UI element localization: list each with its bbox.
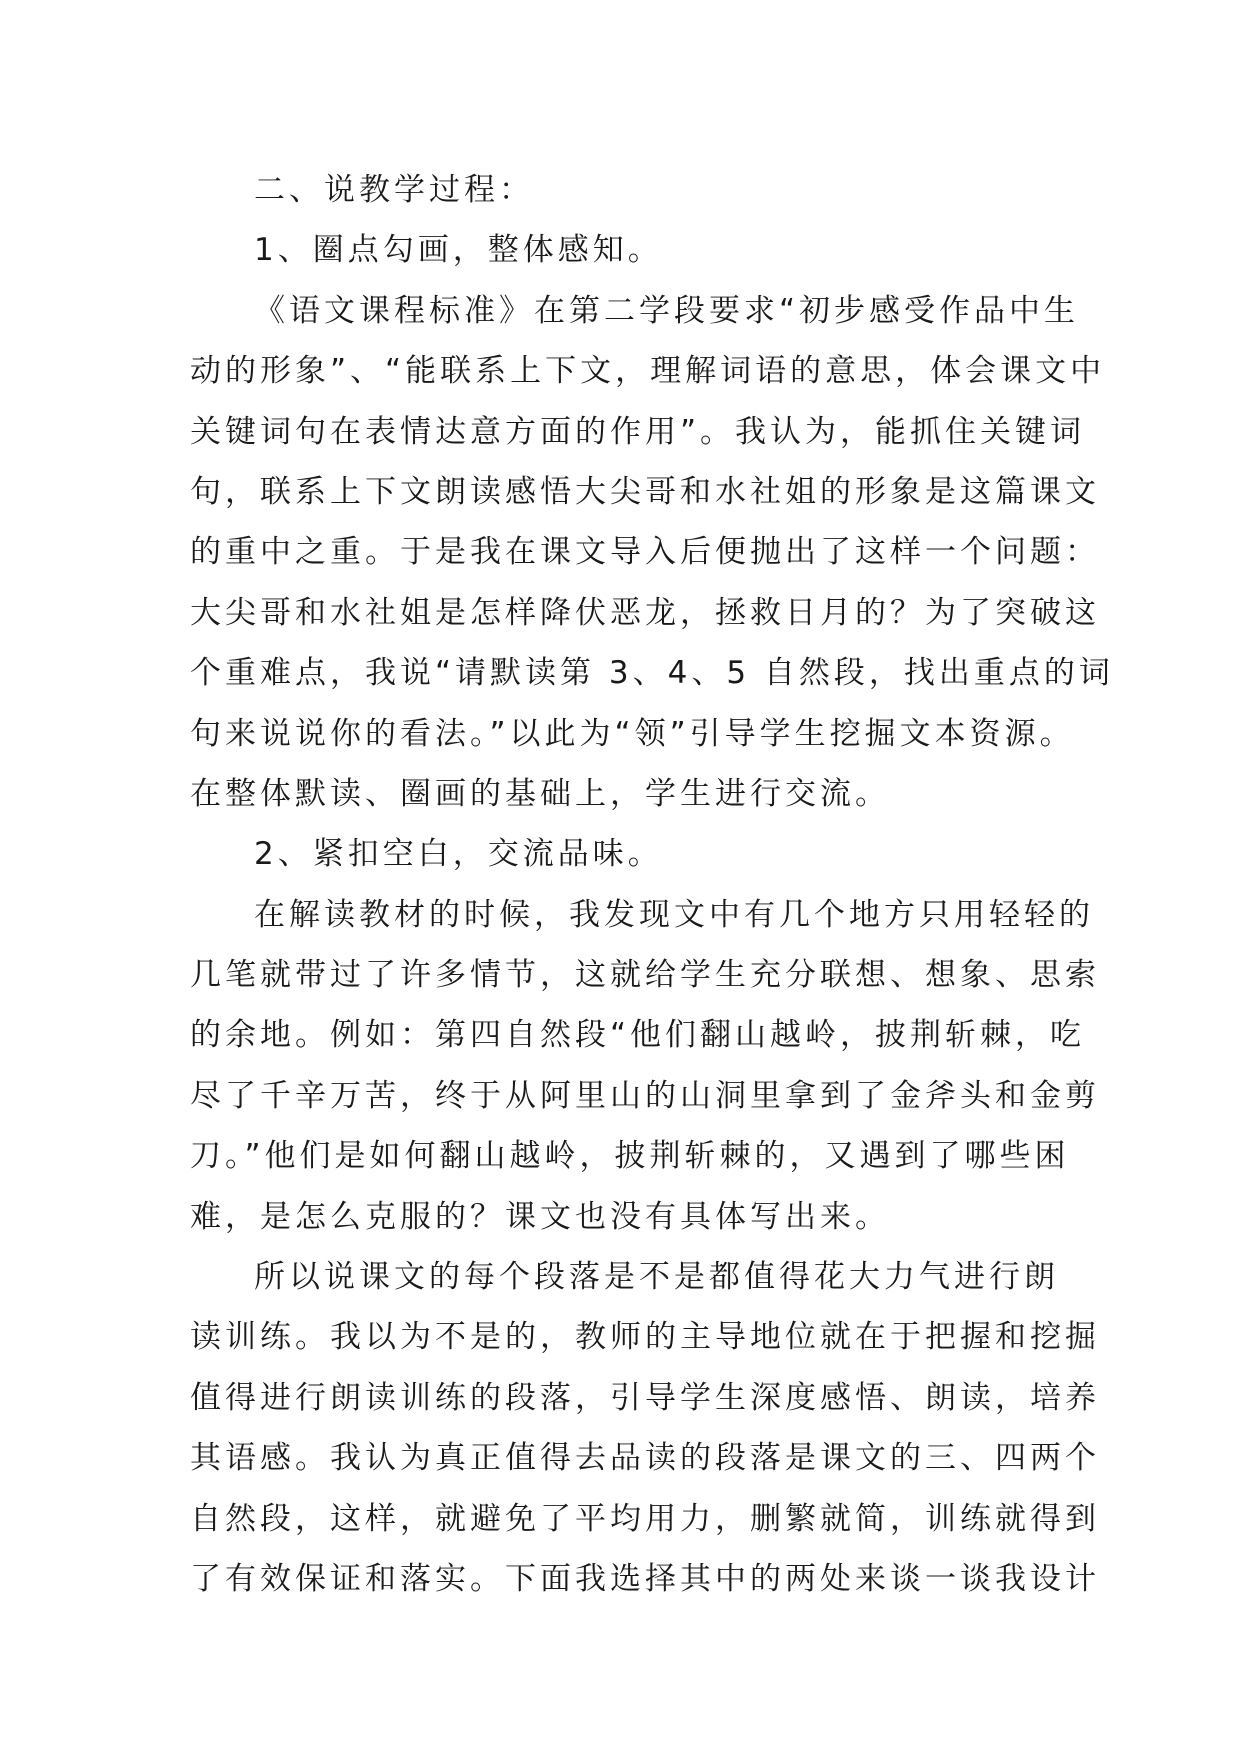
text-line: 个重难点，我说“请默读第 3、4、5 自然段，找出重点的词 <box>190 655 1114 692</box>
text-line: 自然段，这样，就避免了平均用力，删繁就简，训练就得到 <box>190 1500 1100 1537</box>
text-line: 刀。”他们是如何翻山越岭，披荆斩棘的，又遇到了哪些困 <box>190 1138 1070 1175</box>
text-line: 2、紧扣空白，交流品味。 <box>254 836 663 873</box>
text-line: 大尖哥和水社姐是怎样降伏恶龙，拯救日月的？为了突破这 <box>190 594 1100 631</box>
text-line: 了有效保证和落实。下面我选择其中的两处来谈一谈我设计 <box>190 1560 1100 1597</box>
text-line: 其语感。我认为真正值得去品读的段落是课文的三、四两个 <box>190 1440 1100 1477</box>
text-line: 《语文课程标准》在第二学段要求“初步感受作品中生 <box>254 292 1080 329</box>
text-line: 二、说教学过程： <box>254 172 534 208</box>
text-line: 句，联系上下文朗读感悟大尖哥和水社姐的形象是这篇课文 <box>190 473 1100 510</box>
text-line: 的重中之重。于是我在课文导入后便抛出了这样一个问题： <box>190 534 1100 571</box>
text-line: 的余地。例如：第四自然段“他们翻山越岭，披荆斩棘，吃 <box>190 1017 1086 1054</box>
text-line: 在解读教材的时候，我发现文中有几个地方只用轻轻的 <box>254 896 1094 933</box>
text-line: 动的形象”、“能联系上下文，理解词语的意思，体会课文中 <box>190 353 1106 390</box>
text-line: 难，是怎么克服的？课文也没有具体写出来。 <box>190 1198 890 1235</box>
text-line: 读训练。我以为不是的，教师的主导地位就在于把握和挖掘 <box>190 1319 1100 1356</box>
text-line: 1、圈点勾画，整体感知。 <box>254 232 663 269</box>
text-line: 所以说课文的每个段落是不是都值得花大力气进行朗 <box>254 1259 1059 1296</box>
text-line: 几笔就带过了许多情节，这就给学生充分联想、想象、思索 <box>190 957 1100 994</box>
text-line: 句来说说你的看法。”以此为“领”引导学生挖掘文本资源。 <box>190 715 1075 752</box>
document-body <box>190 160 1114 1609</box>
text-line: 在整体默读、圈画的基础上，学生进行交流。 <box>190 775 890 812</box>
text-line: 值得进行朗读训练的段落，引导学生深度感悟、朗读，培养 <box>190 1379 1100 1416</box>
text-line: 尽了千辛万苦，终于从阿里山的山洞里拿到了金斧头和金剪 <box>190 1077 1100 1114</box>
text-line: 关键词句在表情达意方面的作用”。我认为，能抓住关键词 <box>190 413 1086 450</box>
